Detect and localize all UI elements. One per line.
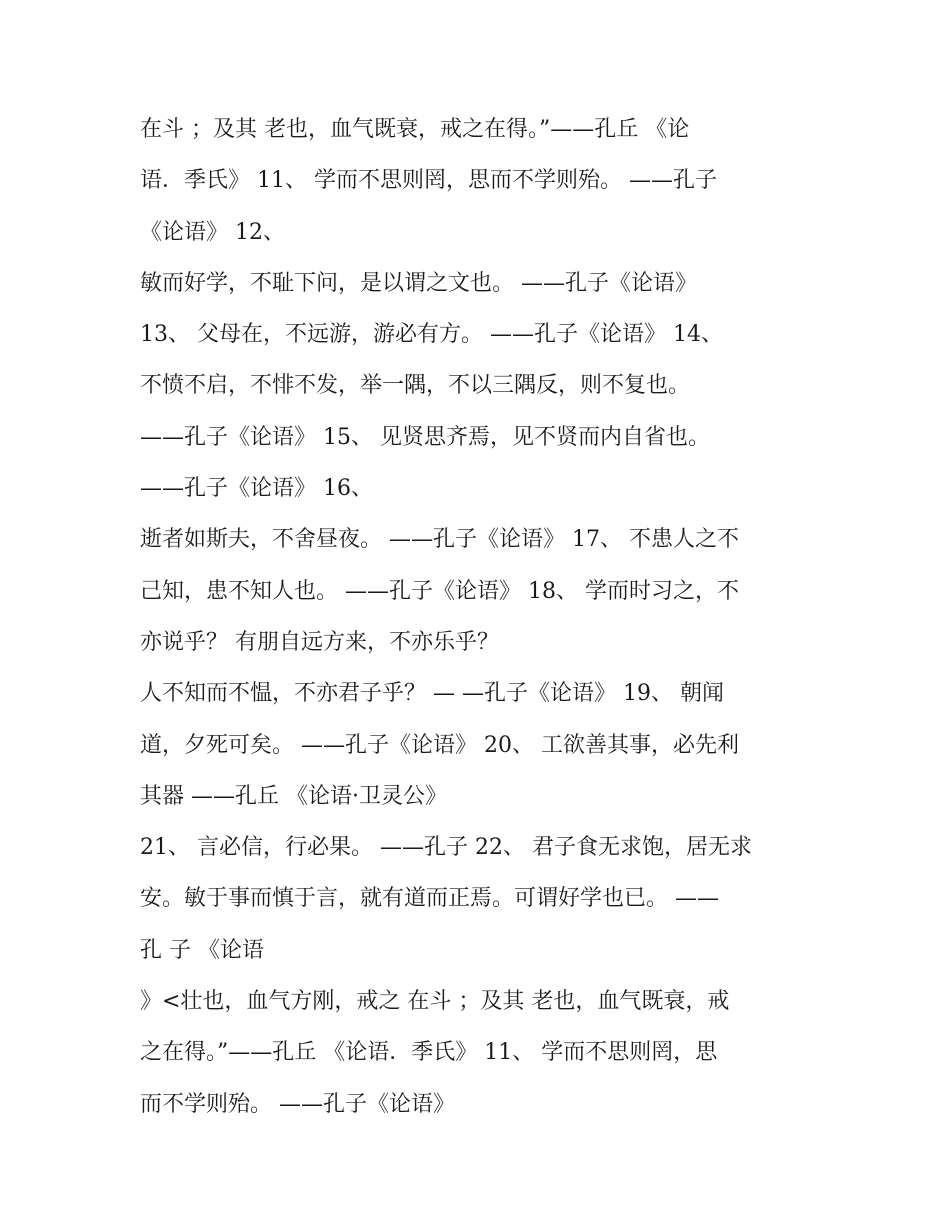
text-line: 而不学则殆。 ——孔子《论语》 [140,1091,455,1117]
text-line: 己知，患不知人也。 ——孔子《论语》 18、 学而时习之，不 [140,578,739,604]
text-line: 21、 言必信，行必果。 ——孔子 22、 君子食无求饱，居无求 [140,835,752,861]
text-line: 不愤不启，不悱不发，举一隅，不以三隅反，则不复也。 [140,373,691,399]
text-line: ——孔子《论语》 15、 见贤思齐焉，见不贤而内自省也。 [140,424,710,450]
text-line: 在斗 ；及其 老也，血气既衰，戒之在得。”——孔丘 《论 [140,117,690,142]
text-line: 敏而好学，不耻下问，是以谓之文也。 ——孔子《论语》 [140,270,697,296]
body-text [140,104,820,1130]
text-line: ——孔子《论语》 16、 [140,476,373,502]
text-line: 其器 ——孔丘 《论语·卫灵公》 [140,783,447,809]
text-line: 13、 父母在，不远游，游必有方。 ——孔子《论语》 14、 [140,322,723,348]
text-line: 逝者如斯夫，不舍昼夜。 ——孔子《论语》 17、 不患人之不 [140,527,739,553]
text-line: 孔 子 《论语 [140,937,264,963]
text-line: 道，夕死可矣。 ——孔子《论语》 20、 工欲善其事，必先利 [140,732,739,758]
text-line: 》<壮也，血气方刚，戒之 在斗 ；及其 老也，血气既衰，戒 [140,989,730,1015]
text-line: 安。敏于事而慎于言，就有道而正焉。可谓好学也已。 —— [140,886,719,912]
text-line: 《论语》 12、 [140,219,285,245]
text-line: 语．季氏》 11、 学而不思则罔，思而不学则殆。 ——孔子 [140,168,717,194]
text-line: 之在得。”——孔丘 《论语．季氏》 11、 学而不思则罔，思 [140,1040,718,1066]
text-line: 人不知而不愠，不亦君子乎？ — —孔子《论语》 19、 朝闻 [140,681,724,707]
text-line: 亦说乎？ 有朋自远方来，不亦乐乎？ [140,629,499,655]
